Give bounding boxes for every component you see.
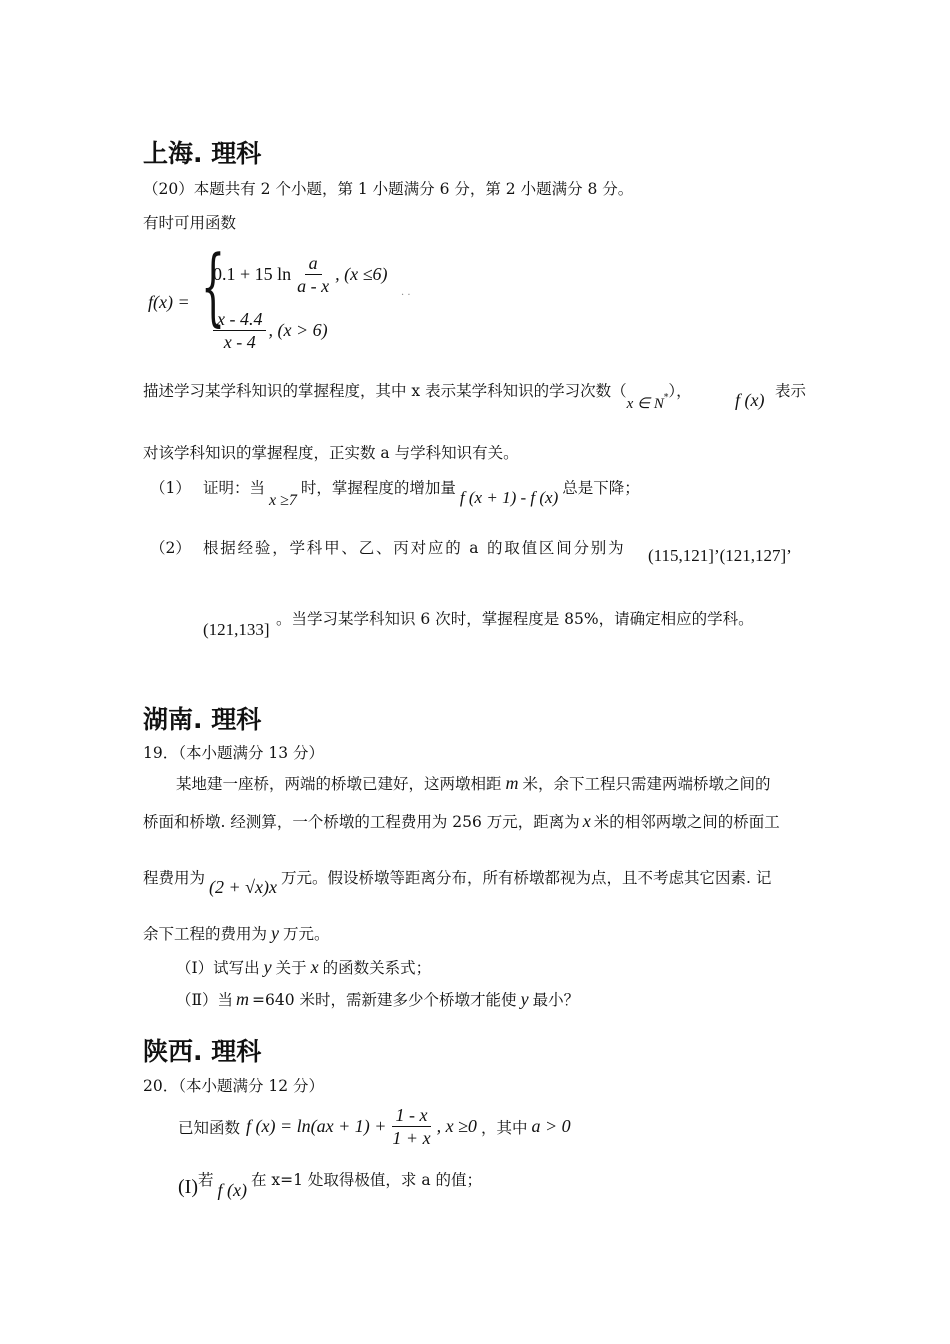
desc-line-1 [143,379,692,412]
l2-text-a: 若 [197,1171,214,1189]
q2-intervals: (115,121]’(121,127]’ [648,546,792,565]
p1-text-b: 米，余下工程只需建两端桥墩之间的 [522,775,771,793]
q1-text-b: 时，掌握程度的增加量 [300,479,456,497]
section-title-hunan: 湖南. 理科 [143,705,262,734]
l1-denominator: 1 + x [392,1128,431,1148]
s2-text-c: 最小？ [532,991,580,1009]
p1-text-a: 某地建一座桥，两端的桥墩已建好，这两墩相距 [176,775,502,793]
case1-denominator: a - x [297,276,330,296]
question-1-number: （1） [150,479,191,497]
shaanxi-function-line [178,1104,571,1149]
formula-trail: · · [401,290,411,301]
l1-text-a: 已知函数 [178,1118,241,1137]
question-2-line-2: 。当学习某学科知识 6 次时，掌握程度是 85%，请确定相应的学科。 [276,610,754,628]
q1-text-c: 总是下降； [562,479,640,497]
s2-text-b: =640 米时，需新建多少个桥墩才能使 [252,991,517,1009]
desc1-math: x ∈ N [626,396,664,412]
s1-text-c: 的函数关系式； [322,959,432,977]
formula-case-2 [211,308,328,353]
s2-text-a: （Ⅱ）当 [176,991,234,1009]
p4-var-y: y [271,923,280,943]
l1-numerator: 1 - x [392,1104,432,1127]
s1-text-b: 关于 [275,959,307,977]
s1-text-a: （Ⅰ）试写出 [176,959,260,977]
case1-numerator: a [305,252,322,275]
desc1-sup: * [663,392,669,403]
desc1-end: ）， [668,382,692,400]
case2-condition: , (x > 6) [268,320,328,340]
case1-prefix: 0.1 + 15 ln [213,264,292,284]
q2-interval-3: (121,133] [203,620,270,639]
hunan-subquestion-2 [176,988,579,1010]
question-2-number: （2） [150,539,191,557]
case1-condition: , (x ≤6) [335,264,388,284]
p4-text-b: 万元。 [283,925,330,943]
s2-var-y: y [520,989,529,1009]
case2-denominator: x - 4 [223,332,256,352]
p2-var-x: x [582,811,591,831]
q1-text-a: 证明：当 [203,479,266,497]
l1-function: f (x) = ln(ax + 1) + [246,1116,387,1136]
piecewise-formula [143,237,443,360]
l1-condition: , x ≥0 [436,1116,477,1136]
problem-header: （20）本题共有 2 个小题，第 1 小题满分 6 分，第 2 小题满分 8 分。 [143,180,634,198]
p2-text-a: 桥面和桥墩. 经测算，一个桥墩的工程费用为 256 万元，距离为 [143,813,580,831]
section-title-shaanxi: 陕西. 理科 [143,1037,262,1066]
hunan-paragraph-1 [176,772,771,794]
s1-var-x: x [310,957,319,977]
s2-var-m: m [236,989,250,1009]
section-title-shanghai: 上海. 理科 [143,139,262,168]
l2-function: f (x) [217,1180,247,1200]
question-2-line-1: 根据经验，学科甲、乙、丙对应的 a 的取值区间分别为 [203,539,626,557]
desc1-fx: f (x) [735,390,765,410]
desc1-text: 描述学习某学科知识的掌握程度，其中 x 表示某学科知识的学习次数（ [143,382,627,400]
shaanxi-subquestion-1 [178,1168,483,1200]
l2-roman: (I) [178,1176,198,1198]
case2-numerator: x - 4.4 [213,308,266,331]
q1-math-2: f (x + 1) - f (x) [459,488,559,507]
p2-text-b: 米的相邻两墩之间的桥面工 [593,813,780,831]
hunan-subquestion-1 [176,956,431,978]
desc-line-2: 对该学科知识的掌握程度，正实数 a 与学科知识有关。 [143,444,519,462]
p3-text-a: 程费用为 [143,869,206,887]
question-1 [203,476,640,509]
p3-math: (2 + √x)x [209,877,278,897]
p4-text-a: 余下工程的费用为 [143,925,268,943]
p3-text-b: 万元。假设桥墩等距离分布，所有桥墩都视为点，且不考虑其它因素. 记 [281,869,772,887]
hunan-paragraph-4 [143,922,330,944]
l2-text-b: 在 x=1 处取得极值，求 a 的值； [250,1171,483,1189]
brace-symbol: { [201,237,226,335]
l1-text-b: ，其中 [480,1118,528,1137]
hunan-paragraph-3 [143,866,772,897]
problem-header: 19．（本小题满分 13 分） [143,744,325,762]
desc1-tail: 表示 [775,382,807,400]
q1-math: x ≥7 [269,492,297,509]
formula-lhs: f(x) = [148,292,190,312]
hunan-paragraph-2 [143,810,780,832]
s1-var-y: y [263,957,272,977]
l1-condition-a: a > 0 [531,1116,571,1136]
p1-var-m: m [505,773,519,793]
lead-text: 有时可用函数 [143,214,237,232]
problem-header: 20．（本小题满分 12 分） [143,1077,325,1095]
formula-case-1 [213,252,388,297]
